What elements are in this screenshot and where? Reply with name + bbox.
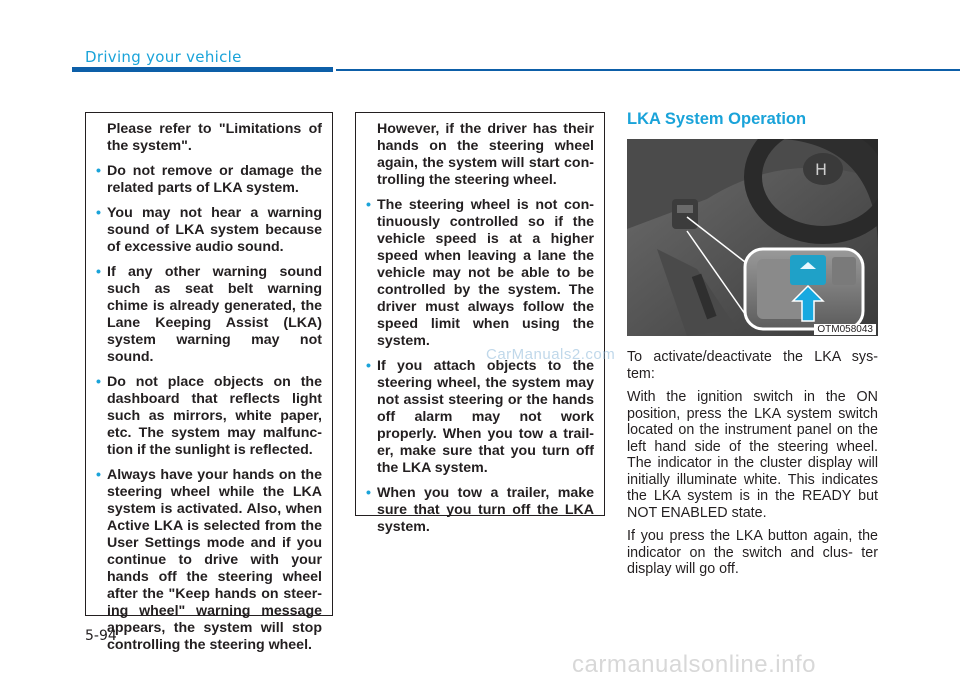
bullet-icon: • — [366, 197, 371, 213]
caution-list — [96, 163, 322, 654]
header-rule-thick — [72, 67, 333, 72]
caution-item-text: If any other warning sound such as seat belt warning chime is already generated, the Lane Keeping Assist (LKA) system warning may not sound. — [107, 264, 322, 365]
operation-paragraph: With the ignition switch in the ON position, press the LKA system switch located on the instrument panel on the left hand side of the steering wheel. The indicator in the cluster display will initially illuminate white. This indicates the LKA system is in the READY but NOT ENABLED state. — [627, 389, 878, 521]
page-number: 5-94 — [85, 628, 117, 644]
operation-section — [627, 110, 878, 585]
caution-item — [96, 205, 322, 256]
caution-item — [366, 485, 594, 536]
caution-item — [366, 358, 594, 477]
caution-box-middle — [355, 112, 605, 535]
caution-item-text: If you attach objects to the steering wheel, the system may not assist steering or the hands off alarm may not work properly. When you tow a trail- er, make sure that you turn off the LKA system. — [377, 358, 594, 476]
section-header: Driving your vehicle — [85, 48, 242, 66]
caution-item — [96, 264, 322, 366]
caution-list — [366, 197, 594, 536]
caution-item-text: Do not place objects on the dashboard that reflects light such as mirrors, white paper, etc. The system may malfunc- tion if the sunlight is reflected. — [107, 374, 322, 458]
svg-text:H: H — [815, 160, 828, 179]
bullet-icon: • — [96, 163, 101, 179]
image-code: OTM058043 — [814, 324, 876, 335]
caution-lead: Please refer to "Limitations of the system". — [107, 121, 322, 154]
caution-item — [96, 163, 322, 197]
caution-item-text: Do not remove or damage the related parts of LKA system. — [107, 163, 322, 196]
footer-watermark: carmanualsonline.info — [572, 651, 816, 678]
bullet-icon: • — [96, 467, 101, 483]
header-rule-thin — [336, 69, 960, 71]
dashboard-illustration — [627, 139, 878, 336]
bullet-icon: • — [96, 264, 101, 280]
caution-item-text: The steering wheel is not con- tinuously controlled so if the vehicle speed is at a higher speed when leaving a lane the vehicle may not be able to be controlled by the system. The driver must always follow the speed limit when using the system. — [377, 197, 594, 349]
caution-lead: However, if the driver has their hands on the steering wheel again, the system will start con- trolling the steering wheel. — [377, 121, 594, 188]
bullet-icon: • — [96, 374, 101, 390]
bullet-icon: • — [96, 205, 101, 221]
caution-item — [96, 467, 322, 654]
caution-item — [366, 197, 594, 350]
bullet-icon: • — [366, 485, 371, 501]
lka-switch-photo — [627, 139, 878, 336]
caution-item — [96, 374, 322, 459]
caution-item-text: Always have your hands on the steering wheel while the LKA system is activated. Also, when Active LKA is selected from the User Settings mode and if you continue to drive with your hands off the steering wheel after the "Keep hands on steer- ing wheel" warning message appears, the system will stop controlling the steering wheel. — [107, 467, 322, 653]
operation-paragraph: To activate/deactivate the LKA sys- tem: — [627, 349, 878, 382]
bullet-icon: • — [366, 358, 371, 374]
caution-item-text: When you tow a trailer, make sure that you turn off the LKA system. — [377, 485, 594, 535]
operation-heading: LKA System Operation — [627, 110, 807, 128]
caution-item-text: You may not hear a warning sound of LKA system because of excessive audio sound. — [107, 205, 322, 255]
watermark: CarManuals2.com — [486, 346, 616, 363]
operation-paragraph: If you press the LKA button again, the indicator on the switch and clus- ter display will go off. — [627, 528, 878, 577]
